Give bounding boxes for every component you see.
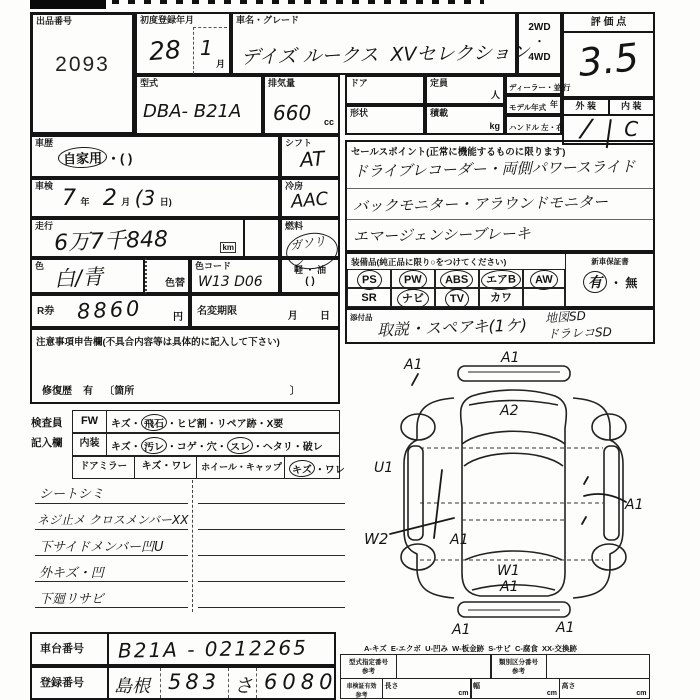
capacity-label: 定員 bbox=[430, 78, 449, 88]
first-registration-month-box bbox=[193, 27, 227, 74]
windshield-bottom bbox=[464, 453, 563, 466]
repair-value: 有 bbox=[83, 386, 94, 397]
history-cell bbox=[30, 135, 280, 178]
color-label: 色 bbox=[35, 261, 45, 271]
class-ref-label: 類別区分番号 bbox=[499, 659, 538, 666]
fuel-label: 燃料 bbox=[285, 221, 304, 231]
chassis-label: 車台番号 bbox=[40, 643, 84, 655]
cert-ref-note: 参考 bbox=[355, 692, 368, 699]
shape-cell bbox=[345, 105, 425, 135]
drive-type-cell bbox=[517, 12, 562, 75]
r-ticket-label: R券 bbox=[37, 306, 55, 317]
color-code-label: 色コード bbox=[195, 261, 232, 271]
model-code-cell bbox=[135, 75, 263, 135]
diagram-label-left-w: W2 bbox=[364, 530, 389, 548]
color-value: 白/青 bbox=[53, 264, 104, 292]
repair-label: 修復歴 bbox=[42, 386, 72, 397]
car-name-cell bbox=[231, 12, 530, 75]
shaken-month: 2 bbox=[102, 186, 117, 211]
color-change-label: 色替 bbox=[165, 277, 185, 289]
mark-right-tick-1 bbox=[584, 477, 588, 484]
displacement-unit: cc bbox=[323, 117, 334, 127]
color-cell bbox=[30, 258, 145, 294]
accessories-main: 取説・スペアキ(1ケ) bbox=[376, 315, 528, 340]
ac-cell bbox=[280, 178, 340, 218]
name-change-cell bbox=[190, 294, 340, 328]
equip-navi: ナビ bbox=[391, 288, 435, 307]
lot-number-cell bbox=[30, 12, 135, 135]
width-cell bbox=[470, 678, 560, 699]
accessories-cell bbox=[345, 308, 655, 344]
dealer-cell bbox=[505, 75, 571, 95]
registration-label: 登録番号 bbox=[40, 677, 84, 689]
inspector-fw-label: FW bbox=[73, 411, 107, 432]
cert-ref-cell bbox=[340, 678, 383, 699]
lot-number-label: 出品番号 bbox=[36, 16, 73, 26]
diagram-label-top: A1 bbox=[501, 350, 520, 366]
first-registration-cell bbox=[135, 12, 231, 75]
mileage-cell bbox=[30, 218, 280, 258]
fuel-alt-label: 軽 ・ 油 bbox=[293, 265, 326, 275]
damage-legend: A-キズ E-エクボ U-凹み W-板金跡 S-サビ C-腐食 XX-交換跡 bbox=[364, 644, 578, 653]
capacity-unit: 人 bbox=[490, 90, 500, 100]
interior-value: C bbox=[624, 117, 639, 141]
type-ref-value bbox=[396, 654, 492, 679]
wheel-cap-value: キズ ・ワレ bbox=[289, 460, 345, 477]
wheel-circled-item: キズ bbox=[289, 460, 315, 478]
mark-w2-pointer bbox=[390, 518, 454, 534]
top-black-bar bbox=[30, 0, 106, 9]
r-ticket-value: 8860 bbox=[76, 296, 144, 324]
first-registration-year: 28 bbox=[148, 34, 182, 67]
note-line-2: ネジ止メ クロスメンバーXX bbox=[35, 503, 188, 530]
height-label: 高さ bbox=[561, 682, 576, 690]
warranty-label: 新車保証書 bbox=[591, 257, 629, 266]
shape-label: 形状 bbox=[350, 108, 369, 118]
repair-location-open: 〔箇所 bbox=[104, 386, 135, 397]
notes-divider bbox=[192, 480, 193, 612]
drive-dot: ・ bbox=[534, 37, 545, 48]
wheel-rear-left bbox=[401, 544, 435, 570]
rear-window-top bbox=[465, 551, 562, 560]
ext-int-cell bbox=[562, 98, 655, 145]
car-name-value: デイズ ルークス XVセレクション bbox=[240, 41, 530, 69]
chassis-row bbox=[30, 632, 336, 666]
shaken-cell bbox=[30, 178, 280, 218]
note-line-3: 下サイドメンバー凹U bbox=[35, 529, 188, 556]
diagram-label-bottom-right: A1 bbox=[556, 620, 575, 636]
fw-circled-item: 飛石 bbox=[141, 414, 168, 432]
note-line-right-5 bbox=[198, 581, 345, 608]
door-label: ドア bbox=[350, 78, 368, 88]
right-door-strip bbox=[604, 446, 619, 540]
displacement-label: 排気量 bbox=[268, 78, 296, 88]
fuel-alt-paren: ( ) bbox=[305, 276, 315, 287]
note-line-5: 下廻リサビ bbox=[35, 581, 188, 608]
registration-divider bbox=[107, 668, 109, 698]
registration-kana: さ bbox=[234, 675, 254, 697]
mileage-unit: km bbox=[222, 243, 234, 252]
drive-2wd: 2WD bbox=[528, 22, 551, 33]
length-cell bbox=[382, 678, 472, 699]
note-line-right-1 bbox=[198, 477, 345, 504]
front-bumper bbox=[458, 366, 570, 381]
shaken-month-unit: 月 bbox=[121, 197, 131, 207]
note-line-right-2 bbox=[198, 503, 345, 530]
accessories-sub1: 地図SD bbox=[544, 308, 587, 326]
car-damage-diagram bbox=[362, 348, 655, 640]
first-registration-month: 1 bbox=[200, 36, 213, 60]
type-ref-cell bbox=[340, 654, 397, 679]
color-code-cell bbox=[190, 258, 280, 294]
name-change-label: 名変期限 bbox=[197, 306, 237, 317]
displacement-value: 660 bbox=[273, 101, 312, 125]
model-code-value: DBA- B21A bbox=[143, 101, 242, 122]
registration-row bbox=[30, 666, 336, 700]
diagram-label-top-left: A1 bbox=[404, 357, 423, 373]
inspector-interior-row bbox=[72, 433, 340, 456]
accessories-label: 添付品 bbox=[350, 313, 373, 322]
note-line-right-3 bbox=[198, 529, 345, 556]
r-ticket-cell bbox=[30, 294, 190, 328]
handle-label: ハンドル 左・右 bbox=[509, 123, 564, 132]
dealer-label: ディーラー・並 行 bbox=[509, 83, 571, 92]
diagram-label-right-a: A1 bbox=[625, 497, 644, 513]
reg-sep-2 bbox=[228, 668, 229, 698]
history-value-circled: 自家用 bbox=[58, 146, 108, 169]
interior-label: 内 装 bbox=[620, 101, 642, 111]
inspector-mirror-row bbox=[72, 456, 345, 479]
registration-area: 島根 bbox=[114, 676, 150, 697]
sales-points-label: セールスポイント(正常に機能するものに限ります) bbox=[351, 147, 566, 158]
shaken-year: 7 bbox=[62, 186, 76, 211]
inspector-fw-items: キズ・ 飛石 ・ヒビ割・リペア跡・X要 bbox=[111, 414, 283, 431]
drive-4wd: 4WD bbox=[528, 52, 551, 63]
repair-location-close: 〕 bbox=[289, 386, 300, 397]
equip-empty bbox=[523, 288, 565, 307]
score-cell bbox=[562, 12, 655, 98]
equip-pw: PW bbox=[391, 269, 435, 288]
car-name-label: 車名・グレード bbox=[236, 15, 300, 25]
shift-cell bbox=[280, 135, 340, 178]
diagram-label-rear-w: W1 bbox=[497, 563, 520, 579]
lot-number-value: 2093 bbox=[55, 53, 110, 76]
equip-tv: TV bbox=[435, 288, 479, 307]
exterior-label: 外 装 bbox=[564, 100, 610, 114]
color-change-cell bbox=[145, 258, 190, 294]
note-line-right-4 bbox=[198, 555, 345, 582]
wheel-cap-label: ホイール・キャップ bbox=[199, 457, 285, 478]
ac-value: AAC bbox=[290, 188, 330, 213]
height-unit: cm bbox=[636, 689, 647, 697]
height-cell bbox=[559, 678, 650, 699]
type-ref-note: 参考 bbox=[362, 668, 375, 675]
equip-airbag: エアB bbox=[479, 269, 523, 288]
model-code-label: 型式 bbox=[140, 78, 159, 88]
class-ref-note: 参考 bbox=[512, 668, 525, 675]
history-rest: ・( ) bbox=[107, 151, 133, 166]
name-change-units: 月 日 bbox=[287, 311, 330, 322]
mileage-empty-box bbox=[243, 220, 278, 256]
mark-right-tick-2 bbox=[582, 517, 586, 524]
equipment-cell bbox=[345, 252, 655, 308]
interior-circled-stain: 汚レ bbox=[141, 437, 168, 455]
reg-sep-1 bbox=[160, 668, 161, 698]
color-code-value: W13 D06 bbox=[198, 274, 263, 290]
inspector-label: 検査員 記入欄 bbox=[31, 417, 63, 449]
width-label: 幅 bbox=[473, 682, 480, 690]
history-label: 車歴 bbox=[35, 138, 54, 148]
shift-value: AT bbox=[299, 146, 326, 172]
shaken-year-unit: 年 bbox=[80, 197, 90, 207]
load-cell bbox=[425, 105, 505, 135]
mirror-label: ドアミラー bbox=[73, 457, 135, 478]
equip-abs: ABS bbox=[435, 269, 479, 288]
handle-cell bbox=[505, 115, 562, 135]
door-cell bbox=[345, 75, 425, 105]
note-line-1: シートシミ bbox=[35, 477, 188, 504]
width-unit: cm bbox=[546, 689, 557, 697]
class-ref-value bbox=[546, 654, 650, 679]
load-unit: kg bbox=[489, 121, 500, 131]
mirror-value: キズ・ワレ bbox=[137, 457, 197, 478]
mileage-label: 走行 bbox=[35, 221, 54, 231]
chassis-value: B21A - 0212265 bbox=[117, 635, 309, 663]
score-header: 評 価 点 bbox=[564, 14, 653, 33]
equip-aw: AW bbox=[523, 269, 565, 288]
warranty-sep: ・ bbox=[609, 276, 622, 290]
shaken-day: (3 bbox=[134, 186, 156, 210]
inspector-fw-row bbox=[72, 410, 340, 433]
sales-points-cell bbox=[345, 140, 655, 252]
warranty-cell bbox=[565, 254, 654, 306]
fuel-value-circled: ガソリン bbox=[284, 230, 341, 273]
inspector-interior-items: キズ・ 汚レ ・コゲ・穴・ スレ ・ヘタリ・破レ bbox=[111, 437, 323, 454]
registration-class: 583 bbox=[168, 670, 221, 694]
equip-sr: SR bbox=[347, 288, 391, 307]
notice-cell bbox=[30, 328, 340, 404]
inspector-interior-label: 内装 bbox=[73, 434, 107, 455]
length-unit: cm bbox=[458, 689, 469, 697]
equipment-label: 装備品(純正品に限り○をつけてください) bbox=[351, 257, 507, 267]
windshield-top bbox=[462, 431, 565, 444]
yen-unit: 円 bbox=[173, 312, 183, 323]
diagram-label-left-u: U1 bbox=[374, 460, 394, 476]
left-side-outline bbox=[404, 398, 454, 598]
reg-sep-3 bbox=[256, 668, 257, 698]
chassis-divider bbox=[107, 634, 109, 664]
model-year-label: モデル年式 bbox=[509, 103, 547, 112]
wheel-rear-right bbox=[592, 544, 626, 570]
shaken-label: 車検 bbox=[35, 181, 54, 191]
first-registration-label: 初度登録年月 bbox=[140, 15, 195, 25]
displacement-cell bbox=[263, 75, 340, 135]
notice-label: 注意事項申告欄(不具合内容等は具体的に記入して下さい) bbox=[36, 337, 280, 348]
mileage-value: 6万7千848 bbox=[53, 227, 169, 256]
capacity-cell bbox=[425, 75, 505, 105]
ac-label: 冷房 bbox=[285, 181, 304, 191]
month-unit: 月 bbox=[215, 59, 225, 69]
accessories-sub2: ドラレコSD bbox=[546, 324, 613, 342]
diagram-label-hood: A2 bbox=[500, 403, 519, 419]
top-cut-text-marks bbox=[112, 0, 484, 4]
sales-line-2: バックモニター・アラウンドモニター bbox=[347, 189, 653, 220]
note-line-4: 外キズ・凹 bbox=[35, 555, 188, 582]
shift-label: シフト bbox=[285, 138, 313, 148]
exterior-value: / bbox=[562, 113, 611, 148]
type-ref-label: 型式指定番号 bbox=[349, 659, 388, 666]
class-ref-cell bbox=[490, 654, 547, 679]
score-value: 3.5 bbox=[576, 34, 641, 86]
warranty-no: 無 bbox=[625, 276, 638, 290]
sales-line-3: エマージェンシーブレーキ bbox=[352, 224, 531, 246]
diagram-label-left-a: A1 bbox=[450, 532, 469, 548]
model-year-unit: 年 bbox=[550, 100, 558, 109]
registration-number: 6080 bbox=[264, 670, 338, 694]
diagram-label-bottom-left: A1 bbox=[452, 622, 471, 638]
equip-leather: カワ bbox=[479, 288, 523, 307]
warranty-yes-circled: 有 bbox=[582, 271, 607, 294]
load-label: 積載 bbox=[430, 108, 449, 118]
sales-line-1: ドライブレコーダー・両側パワースライド bbox=[347, 158, 653, 189]
fuel-alt-cell bbox=[280, 258, 340, 294]
equip-ps: PS bbox=[347, 269, 391, 288]
length-label: 長さ bbox=[384, 682, 399, 690]
cert-ref-label: 車検証有効 bbox=[346, 683, 377, 690]
shaken-day-unit: 日) bbox=[159, 197, 172, 207]
interior-circled-scuff: スレ bbox=[227, 437, 254, 455]
model-year-cell bbox=[505, 95, 562, 115]
diagram-label-rear-a: A1 bbox=[500, 579, 519, 595]
mark-left-diagonal bbox=[434, 470, 442, 538]
mark-topleft-tick bbox=[412, 374, 418, 385]
